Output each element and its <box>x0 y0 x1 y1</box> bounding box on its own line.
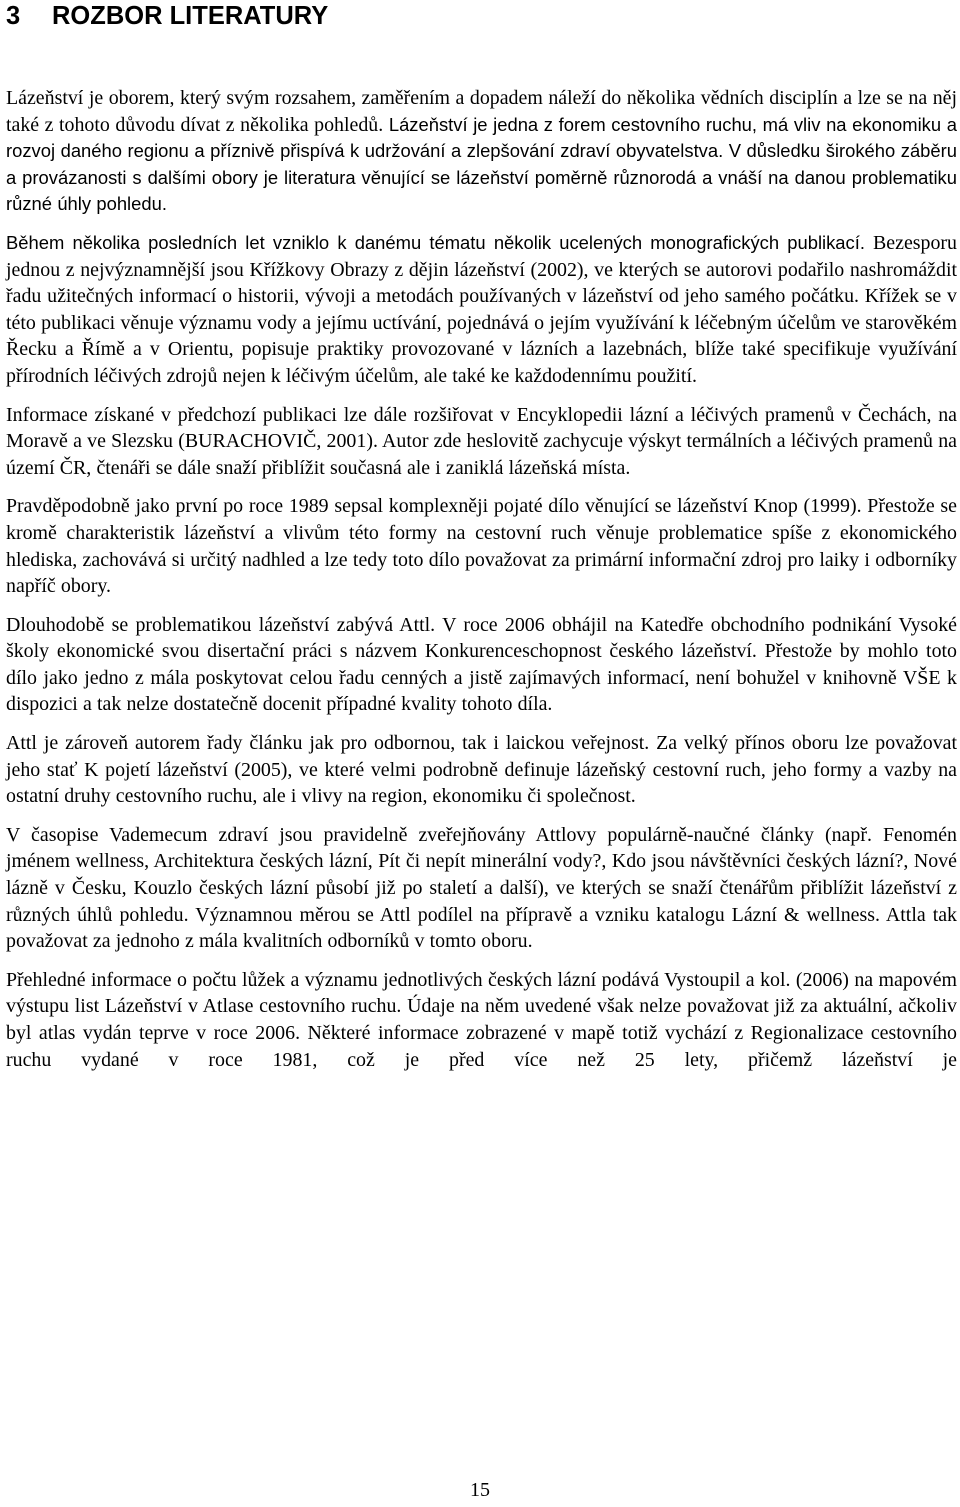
paragraph-2-part-a: Během několika posledních let vzniklo k danému tématu několik ucelených monografických publikací. <box>6 231 865 253</box>
page-number: 15 <box>470 1479 490 1501</box>
document-page <box>6 0 957 1085</box>
chapter-heading <box>6 0 957 31</box>
paragraph-1-part-b: Lázeňství je jedna z forem cestovního ruchu, má vliv na ekonomiku a rozvoj daného regionu a příznivě přispívá k udržování a zlepšování zdraví obyvatelstva. <box>6 113 957 162</box>
paragraph-2-part-b: Bezesporu jednou z nejvýznamnější jsou Křížkovy Obrazy z dějin lázeňství (2002), ve kterých se autorovi podařilo nashromáždit řadu užitečných informací o historii, vývoji a metodách používaných v lázeňství od jeho samého počátku. Křížek se v této publikaci věnuje významu vody a jejímu uctívání, pojednává o jejím využívání k léčebným účelům ve starověkém Řecku a Římě a v Orientu, popisuje praktiky provozované v lázních a lazebnách, blíže také specifikuje využívání přírodních léčivých zdrojů nejen k léčivým účelům, ale také ke každodennímu použití. <box>6 231 957 387</box>
paragraph-7: V časopise Vademecum zdraví jsou pravidelně zveřejňovány Attlovy populárně-naučné články (např. Fenomén jménem wellness, Architektura českých lázní, Pít či nepít minerální vody?, Kdo jsou návštěvníci českých lázní?, Nové lázně v Česku, Kouzlo českých lázní působí již po staletí a další), ve kterých se snaží čtenářům přiblížit lázeňství z různých úhlů pohledu. Významnou měrou se Attl podílel na přípravě a vzniku katalogu Lázní & wellness. Attla tak považovat za jednoho z mála kvalitních odborníků v tomto oboru. <box>6 823 957 953</box>
chapter-number: 3 <box>6 2 21 30</box>
chapter-title: ROZBOR LITERATURY <box>52 2 329 30</box>
paragraph-2 <box>6 230 957 390</box>
paragraph-1-part-a: Lázeňství je oborem, který svým rozsahem, zaměřením a dopadem náleží do několika vědních disciplín a lze se na něj také z tohoto důvodu dívat z několika pohledů. <box>6 87 957 136</box>
paragraph-3: Informace získané v předchozí publikaci lze dále rozšiřovat v Encyklopedii lázní a léčivých pramenů v Čechách, na Moravě a ve Slezsku (BURACHOVIČ, 2001). Autor zde heslovitě zachycuje výskyt termálních a léčivých pramenů na území ČR, čtenáři se dále snaží přiblížit současná ale i zaniklá lázeňská místa. <box>6 403 957 479</box>
paragraph-4: Pravděpodobně jako první po roce 1989 sepsal komplexněji pojaté dílo věnující se lázeňství Knop (1999). Přestože se kromě charakteristik lázeňství a vlivům této formy na cestovní ruch věnuje problematice spíše z ekonomického hlediska, zachovává si určitý nadhled a lze tedy toto dílo považovat za primární informační zdroj pro laiky i odborníky napříč obory. <box>6 495 957 598</box>
paragraph-5: Dlouhodobě se problematikou lázeňství zabývá Attl. V roce 2006 obhájil na Katedře obchodního podnikání Vysoké školy ekonomické svou disertační práci s názvem Konkurenceschopnost českého lázeňství. Přestože by mohlo toto dílo jako jedno z mála poskytovat celou řadu cenných a jistě zajímavých informací, není bohužel v knihovně VŠE k dispozici a tak nelze dostatečně docenit případné kvality tohoto díla. <box>6 613 957 716</box>
paragraph-1-part-c: V důsledku širokého záběru a provázanosti s dalšími obory je literatura věnující se lázeňství poměrně různorodá a vnáší na danou problematiku různé úhly pohledu. <box>6 140 957 215</box>
paragraph-1 <box>6 85 957 218</box>
paragraph-6: Attl je zároveň autorem řady článku jak pro odbornou, tak i laickou veřejnost. Za velký přínos oboru lze považovat jeho stať K pojetí lázeňství (2005), ve které velmi podrobně definuje lázeňský cestovní ruch, jeho formy a vazby na ostatní druhy cestovního ruchu, ale i vlivy na region, ekonomiku či společnost. <box>6 732 957 808</box>
paragraph-8: Přehledné informace o počtu lůžek a významu jednotlivých českých lázní podává Vystoupil a kol. (2006) na mapovém výstupu list Lázeňství v Atlase cestovního ruchu. Údaje na něm uvedené však nelze považovat již za aktuální, ačkoliv byl atlas vydán teprve v roce 2006. Některé informace zobrazené v mapě totiž vychází z Regionalizace cestovního ruchu vydané v roce 1981, což je před více než 25 lety, přičemž lázeňství je <box>6 968 957 1071</box>
chapter-body <box>6 85 957 1073</box>
